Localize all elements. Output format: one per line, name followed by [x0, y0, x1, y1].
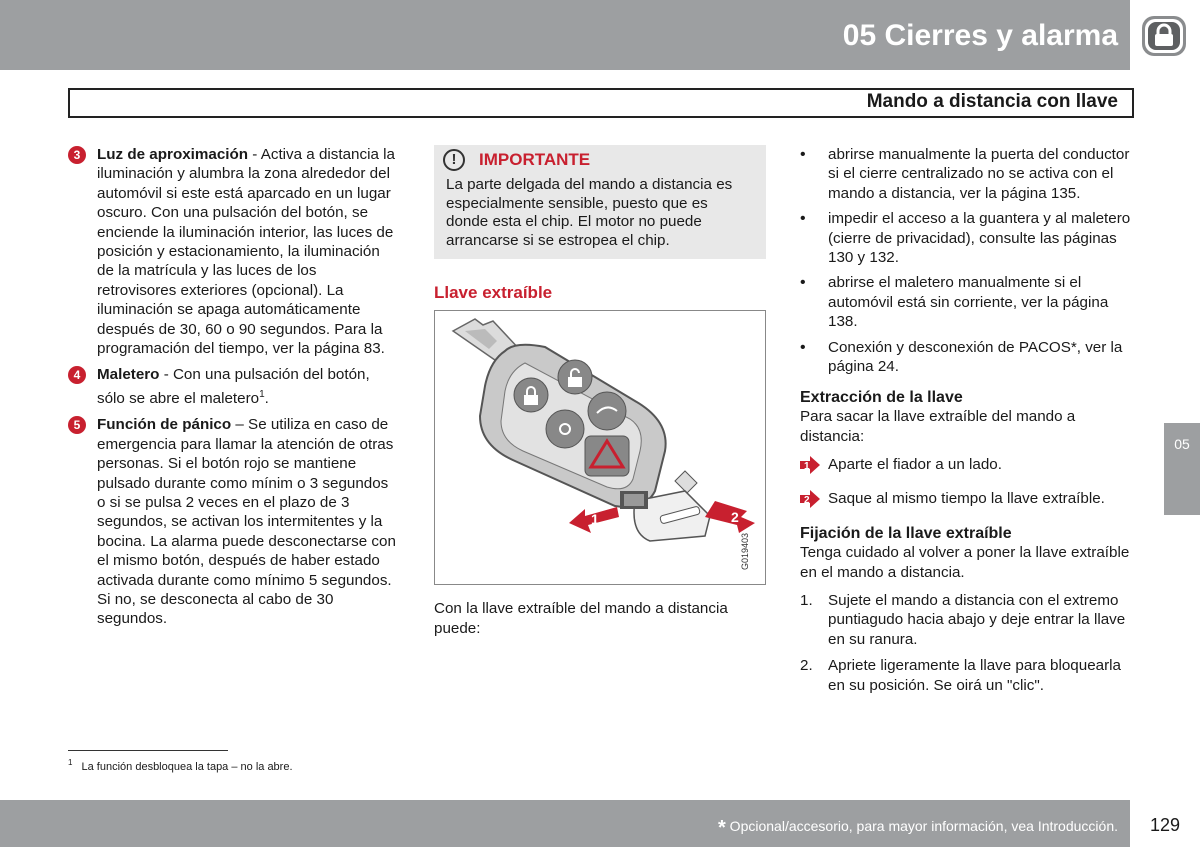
list-item	[68, 415, 400, 628]
ordered-number: 1.	[800, 591, 813, 609]
chapter-title: 05 Cierres y alarma	[842, 19, 1118, 52]
bullet-item: • abrirse manualmente la puerta del conductor si el cierre centralizado no se activa con el mando a distancia, ver la página 135.	[800, 145, 1132, 203]
ordered-text: Apriete ligeramente la llave para bloquearla en su posición. Se oirá un "clic".	[828, 657, 1121, 694]
step-item	[800, 489, 1132, 508]
footnote-divider	[68, 750, 228, 751]
bullet-item: • impedir el acceso a la guantera y al maletero (cierre de privacidad), consulte las páginas 130 y 132.	[800, 209, 1132, 267]
exclamation-icon: !	[443, 149, 465, 171]
list-item	[68, 145, 400, 358]
chapter-side-tab-label: 05	[1174, 436, 1190, 452]
section-title: Mando a distancia con llave	[866, 91, 1118, 112]
step-arrow-icon	[800, 490, 820, 508]
footnote-text: La función desbloquea la tapa – no la abre.	[81, 760, 293, 773]
item-text: - Con una pulsación del botón, sólo se abre el maletero	[97, 366, 370, 407]
bullet-item: • abrirse el maletero manualmente si el automóvil está sin corriente, ver la página 138.	[800, 273, 1132, 331]
page-number: 129	[1149, 815, 1181, 835]
number-badge: 4	[68, 366, 86, 384]
extraccion-text: Para sacar la llave extraíble del mando a distancia:	[800, 408, 1076, 445]
number-badge: 5	[68, 416, 86, 434]
important-header	[434, 145, 766, 173]
ordered-item	[800, 591, 1132, 649]
step-item	[800, 455, 1132, 474]
llave-title: Llave extraíble	[434, 283, 553, 302]
extraccion-title: Extracción de la llave	[800, 389, 963, 407]
remote-key-illustration	[435, 311, 765, 584]
figure-code: G019403	[739, 533, 750, 571]
ordered-text: Sujete el mando a distancia con el extremo puntiagudo hacia abajo y deje entrar la llave en su ranura.	[828, 591, 1126, 648]
ordered-item	[800, 656, 1132, 695]
item-title: Luz de aproximación	[97, 146, 249, 163]
svg-text:2: 2	[804, 494, 810, 506]
step-text: Aparte el fiador a un lado.	[828, 456, 1002, 474]
footnote-number: 1	[68, 758, 73, 767]
fijacion-text: Tenga cuidado al volver a poner la llave extraíble en el mando a distancia.	[800, 544, 1130, 581]
footnote	[68, 758, 293, 773]
number-badge: 3	[68, 146, 86, 164]
figure-caption: Con la llave extraíble del mando a distancia puede:	[434, 600, 728, 637]
column-2	[434, 145, 766, 638]
step-text: Saque al mismo tiempo la llave extraíble.	[828, 489, 1105, 507]
item-text-end: .	[264, 389, 269, 407]
arrow-1-label: 1	[591, 511, 599, 528]
ordered-number: 2.	[800, 657, 813, 675]
asterisk: *	[718, 817, 726, 839]
item-text: - Activa a distancia la iluminación y alumbra la zona alrededor del automóvil si este está aparcado en un lugar oscuro. Con una pulsación del botón, se enciende la iluminación interior, las luces de posición y estacionamiento, la iluminación de la matrícula y las luces de los retrovisores exteriores (opcional). La iluminación se apaga automáticamente después de 30, 60 o 90 segundos. Para la programación del tiempo, ver la página 83.	[97, 146, 395, 358]
footer-text: Opcional/accesorio, para mayor información, vea Introducción.	[725, 818, 1118, 834]
item-title: Maletero	[97, 366, 160, 384]
important-title: IMPORTANTE	[479, 150, 591, 170]
list-item	[68, 365, 400, 408]
bullet-item: • Conexión y desconexión de PACOS*, ver la página 24.	[800, 338, 1132, 377]
key-figure	[434, 310, 766, 585]
fijacion-title: Fijación de la llave extraíble	[800, 525, 1012, 543]
column-1	[68, 145, 400, 636]
important-text: La parte delgada del mando a distancia es especialmente sensible, puesto que es donde esta el chip. El motor no puede arrancarse si se estropea el chip.	[446, 176, 733, 249]
important-box	[434, 145, 766, 259]
svg-text:1: 1	[804, 461, 810, 473]
column-3	[800, 145, 1132, 702]
footnote-marker: 1	[259, 388, 265, 400]
arrow-2-label: 2	[731, 509, 739, 526]
footer-note	[718, 817, 1118, 840]
step-arrow-icon	[800, 456, 820, 474]
padlock-icon	[1140, 14, 1188, 63]
item-title: Función de pánico	[97, 416, 232, 434]
item-text: – Se utiliza en caso de emergencia para llamar la atención de otras personas. Si el botón rojo se mantiene pulsado durante como mínim o 3 segundos o si se pulsa 2 veces en el plazo de 3 segundos, se activan los intermitentes y la bocina. La alarma puede desconectarse con el mismo botón, después de haber estado activada durante como mínimo 5 segundos. Si no, se desconecta al cabo de 30 segundos.	[97, 416, 396, 628]
